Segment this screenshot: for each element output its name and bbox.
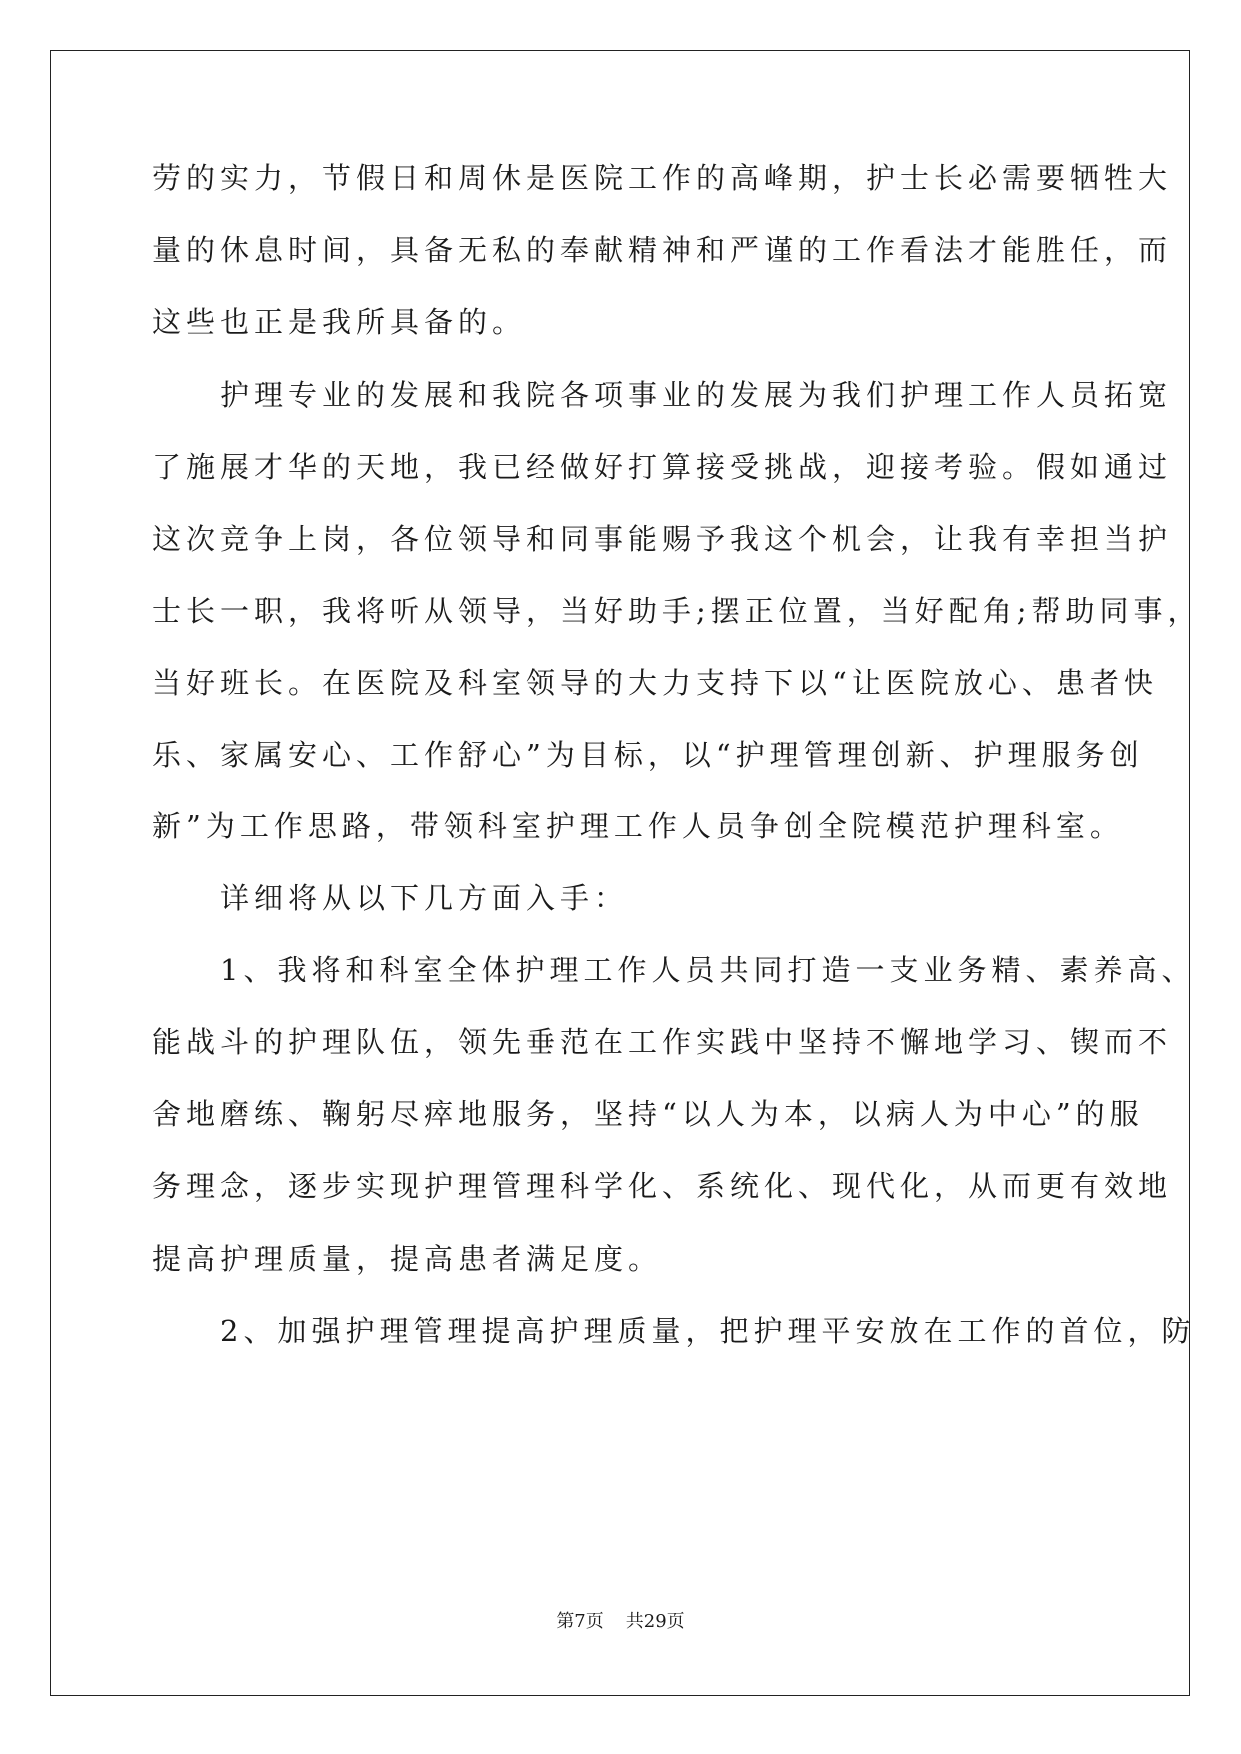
text-line: 务理念，逐步实现护理管理科学化、系统化、现代化，从而更有效地 xyxy=(152,1169,1173,1203)
text-line: 乐、家属安心、工作舒心”为目标，以“护理管理创新、护理服务创 xyxy=(152,738,1144,772)
text-line: 2、加强护理管理提高护理质量，把护理平安放在工作的首位，防 xyxy=(152,1314,1196,1348)
text-line: 士长一职，我将听从领导，当好助手;摆正位置，当好配角;帮助同事， xyxy=(152,594,1202,628)
text-line: 详细将从以下几方面入手： xyxy=(152,881,629,915)
text-line: 能战斗的护理队伍，领先垂范在工作实践中坚持不懈地学习、锲而不 xyxy=(152,1025,1173,1059)
page-total: 共29页 xyxy=(625,1611,685,1632)
text-line: 这次竞争上岗，各位领导和同事能赐予我这个机会，让我有幸担当护 xyxy=(152,522,1173,556)
text-line: 这些也正是我所具备的。 xyxy=(152,305,527,339)
text-line: 舍地磨练、鞠躬尽瘁地服务，坚持“以人为本，以病人为中心”的服 xyxy=(152,1097,1144,1131)
page-footer xyxy=(0,1610,1241,1634)
text-line: 护理专业的发展和我院各项事业的发展为我们护理工作人员拓宽 xyxy=(152,378,1173,412)
text-line: 劳的实力，节假日和周休是医院工作的高峰期，护士长必需要牺牲大 xyxy=(152,161,1173,195)
text-line: 了施展才华的天地，我已经做好打算接受挑战，迎接考验。假如通过 xyxy=(152,450,1173,484)
text-line: 提高护理质量，提高患者满足度。 xyxy=(152,1242,663,1276)
page-number: 第7页 xyxy=(556,1611,604,1632)
text-line: 当好班长。在医院及科室领导的大力支持下以“让医院放心、患者快 xyxy=(152,666,1158,700)
text-line: 1、我将和科室全体护理工作人员共同打造一支业务精、素养高、 xyxy=(152,953,1196,987)
page-border xyxy=(50,50,1190,1696)
text-line: 量的休息时间，具备无私的奉献精神和严谨的工作看法才能胜任，而 xyxy=(152,233,1173,267)
text-line: 新”为工作思路，带领科室护理工作人员争创全院模范护理科室。 xyxy=(152,809,1124,843)
